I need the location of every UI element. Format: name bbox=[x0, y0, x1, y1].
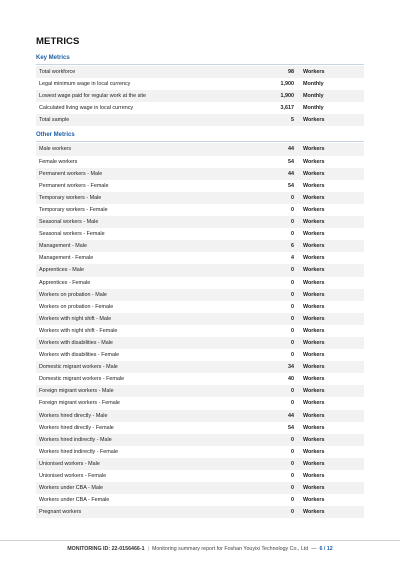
metric-value: 0 bbox=[247, 264, 297, 276]
metric-unit: Workers bbox=[303, 327, 325, 334]
metric-unit: Monthly bbox=[303, 105, 324, 112]
metric-label: Workers under CBA - Male bbox=[36, 482, 247, 494]
metric-label: Calculated living wage in local currency bbox=[39, 105, 134, 112]
metric-label: Total sample bbox=[36, 114, 247, 126]
table-row bbox=[36, 143, 364, 155]
metric-unit: Workers bbox=[297, 216, 364, 228]
metric-label: Workers under CBA - Female bbox=[39, 497, 110, 504]
metric-unit: Workers bbox=[303, 231, 325, 238]
table-row bbox=[36, 102, 364, 114]
metric-value: 0 bbox=[247, 337, 297, 349]
metric-label: Workers with night shift - Female bbox=[39, 327, 118, 334]
table-row bbox=[36, 325, 364, 337]
metric-unit: Workers bbox=[297, 289, 364, 301]
metric-value: 0 bbox=[291, 231, 294, 238]
metric-value: 44 bbox=[247, 143, 297, 155]
metric-value: 0 bbox=[291, 352, 294, 359]
metric-value: 40 bbox=[288, 376, 294, 383]
table-row bbox=[36, 252, 364, 264]
metric-label: Workers with disabilities - Female bbox=[39, 352, 120, 359]
table-row bbox=[36, 192, 364, 204]
metric-value: 0 bbox=[291, 400, 294, 407]
key-metrics-heading: Key Metrics bbox=[36, 55, 364, 65]
table-row bbox=[36, 180, 364, 192]
table-row bbox=[36, 349, 364, 361]
table-row bbox=[36, 114, 364, 126]
metric-value: 0 bbox=[247, 482, 297, 494]
metric-unit: Workers bbox=[297, 313, 364, 325]
table-row bbox=[36, 410, 364, 422]
metric-unit: Workers bbox=[297, 168, 364, 180]
metric-label: Workers on probation - Male bbox=[36, 289, 247, 301]
metric-unit: Workers bbox=[303, 448, 325, 455]
metric-unit: Workers bbox=[297, 66, 364, 78]
metric-label: Workers hired directly - Female bbox=[39, 424, 114, 431]
metric-label: Seasonal workers - Female bbox=[39, 231, 105, 238]
metric-unit: Workers bbox=[297, 506, 364, 518]
metric-label: Legal minimum wage in local currency bbox=[39, 81, 131, 88]
metric-unit: Workers bbox=[297, 434, 364, 446]
metric-unit: Workers bbox=[303, 376, 325, 383]
metric-unit: Workers bbox=[303, 400, 325, 407]
metric-unit: Monthly bbox=[303, 81, 324, 88]
metric-unit: Workers bbox=[303, 206, 325, 213]
metric-unit: Workers bbox=[303, 352, 325, 359]
table-row bbox=[36, 361, 364, 373]
metric-value: 0 bbox=[291, 303, 294, 310]
monitoring-id: MONITORING ID: 22-0156466-1 bbox=[67, 546, 145, 552]
metric-label: Management - Female bbox=[39, 255, 94, 262]
metric-value: 0 bbox=[247, 313, 297, 325]
metric-label: Pregnant workers bbox=[36, 506, 247, 518]
metric-value: 1,900 bbox=[247, 90, 297, 102]
metric-unit: Workers bbox=[297, 385, 364, 397]
metric-value: 54 bbox=[288, 182, 294, 189]
metric-value: 34 bbox=[247, 361, 297, 373]
metric-unit: Workers bbox=[303, 279, 325, 286]
metric-value: 4 bbox=[291, 255, 294, 262]
metric-value: 54 bbox=[288, 424, 294, 431]
metric-label: Workers hired directly - Male bbox=[36, 410, 247, 422]
metric-value: 0 bbox=[247, 289, 297, 301]
table-row bbox=[36, 470, 364, 482]
metric-value: 0 bbox=[291, 448, 294, 455]
metric-value: 98 bbox=[247, 66, 297, 78]
page-number: 6 / 12 bbox=[319, 546, 333, 552]
table-row bbox=[36, 240, 364, 252]
metric-unit: Workers bbox=[297, 114, 364, 126]
metric-value: 0 bbox=[247, 216, 297, 228]
page-title: METRICS bbox=[36, 36, 80, 47]
table-row bbox=[36, 494, 364, 506]
metric-unit: Workers bbox=[297, 337, 364, 349]
metric-label: Male workers bbox=[36, 143, 247, 155]
table-row bbox=[36, 289, 364, 301]
table-row bbox=[36, 482, 364, 494]
metric-unit: Monthly bbox=[297, 90, 364, 102]
metric-label: Lowest wage paid for regular work at the site bbox=[36, 90, 247, 102]
metric-unit: Workers bbox=[297, 264, 364, 276]
table-row bbox=[36, 78, 364, 90]
table-row bbox=[36, 385, 364, 397]
footer-dash: — bbox=[311, 546, 317, 552]
metric-label: Domestic migrant workers - Male bbox=[36, 361, 247, 373]
metric-label: Total workforce bbox=[36, 66, 247, 78]
other-metrics-section bbox=[36, 132, 364, 518]
metric-label: Workers hired indirectly - Male bbox=[36, 434, 247, 446]
metric-value: 0 bbox=[247, 192, 297, 204]
table-row bbox=[36, 506, 364, 518]
metric-value: 0 bbox=[247, 385, 297, 397]
table-row bbox=[36, 313, 364, 325]
metric-value: 54 bbox=[288, 158, 294, 165]
metric-unit: Workers bbox=[303, 473, 325, 479]
metric-value: 0 bbox=[247, 506, 297, 518]
metric-unit: Workers bbox=[297, 143, 364, 155]
table-row bbox=[36, 156, 364, 168]
key-metrics-table bbox=[36, 66, 364, 126]
metric-unit: Workers bbox=[303, 497, 325, 504]
metric-value: 0 bbox=[291, 473, 294, 479]
metric-label: Unionised workers - Female bbox=[39, 473, 107, 479]
table-row bbox=[36, 301, 364, 313]
metric-value: 0 bbox=[291, 206, 294, 213]
metric-unit: Workers bbox=[297, 410, 364, 422]
table-row bbox=[36, 373, 364, 385]
metric-label: Workers with disabilities - Male bbox=[36, 337, 247, 349]
metric-label: Management - Male bbox=[36, 240, 247, 252]
metric-label: Foreign migrant workers - Male bbox=[36, 385, 247, 397]
metric-label: Unionised workers - Male bbox=[36, 458, 247, 470]
metric-unit: Workers bbox=[297, 458, 364, 470]
metric-unit: Workers bbox=[303, 158, 325, 165]
table-row bbox=[36, 90, 364, 102]
table-row bbox=[36, 434, 364, 446]
table-row bbox=[36, 397, 364, 409]
metric-value: 0 bbox=[247, 434, 297, 446]
metric-unit: Workers bbox=[303, 424, 325, 431]
metric-label: Female workers bbox=[39, 158, 78, 165]
table-row bbox=[36, 264, 364, 276]
metric-label: Apprentices - Female bbox=[39, 279, 91, 286]
metric-unit: Workers bbox=[297, 192, 364, 204]
metric-value: 0 bbox=[247, 458, 297, 470]
metric-value: 5 bbox=[247, 114, 297, 126]
metric-value: 44 bbox=[247, 168, 297, 180]
metric-unit: Workers bbox=[297, 361, 364, 373]
report-description: Monitoring summary report for Foshan Youyixi Technology Co., Ltd bbox=[151, 546, 309, 552]
key-metrics-section bbox=[36, 55, 364, 126]
metric-value: 44 bbox=[247, 410, 297, 422]
page-footer bbox=[0, 540, 400, 552]
metric-unit: Workers bbox=[303, 182, 325, 189]
metric-label: Temporary workers - Female bbox=[39, 206, 108, 213]
metric-label: Workers on probation - Female bbox=[39, 303, 114, 310]
metric-value: 6 bbox=[247, 240, 297, 252]
metric-value: 1,900 bbox=[280, 81, 294, 88]
metric-label: Workers hired indirectly - Female bbox=[39, 448, 118, 455]
footer-separator: | bbox=[147, 546, 149, 552]
metric-value: 0 bbox=[291, 327, 294, 334]
table-row bbox=[36, 204, 364, 216]
table-row bbox=[36, 66, 364, 78]
metric-label: Seasonal workers - Male bbox=[36, 216, 247, 228]
metric-unit: Workers bbox=[303, 303, 325, 310]
other-metrics-table bbox=[36, 143, 364, 518]
table-row bbox=[36, 458, 364, 470]
table-row bbox=[36, 168, 364, 180]
table-row bbox=[36, 216, 364, 228]
metric-unit: Workers bbox=[297, 482, 364, 494]
metric-label: Permanent workers - Male bbox=[36, 168, 247, 180]
metric-label: Temporary workers - Male bbox=[36, 192, 247, 204]
metric-label: Foreign migrant workers - Female bbox=[39, 400, 120, 407]
table-row bbox=[36, 337, 364, 349]
metric-value: 0 bbox=[291, 279, 294, 286]
metric-value: 3,617 bbox=[280, 105, 294, 112]
metric-label: Permanent workers - Female bbox=[39, 182, 109, 189]
other-metrics-heading: Other Metrics bbox=[36, 132, 364, 142]
metric-label: Apprentices - Male bbox=[36, 264, 247, 276]
table-row bbox=[36, 277, 364, 289]
table-row bbox=[36, 446, 364, 458]
metric-unit: Workers bbox=[297, 240, 364, 252]
metric-value: 0 bbox=[291, 497, 294, 504]
metric-label: Domestic migrant workers - Female bbox=[39, 376, 125, 383]
table-row bbox=[36, 228, 364, 240]
metric-unit: Workers bbox=[303, 255, 325, 262]
table-row bbox=[36, 422, 364, 434]
report-page bbox=[36, 36, 364, 524]
metric-label: Workers with night shift - Male bbox=[36, 313, 247, 325]
